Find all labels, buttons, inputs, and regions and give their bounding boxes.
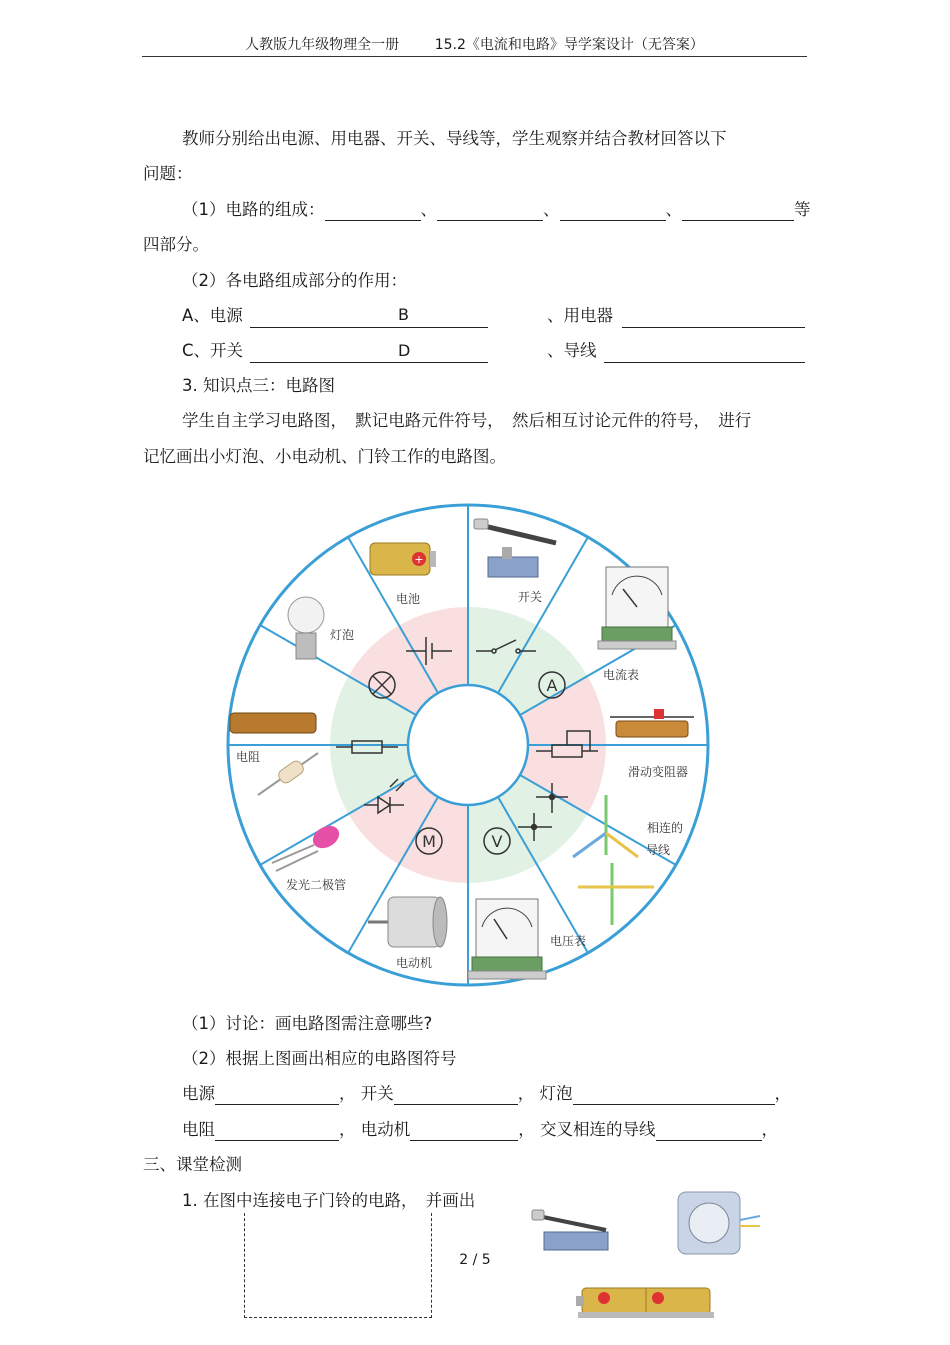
q2-b-letter: B <box>398 305 409 324</box>
test-q1: 1. 在图中连接电子门铃的电路， 并画出 <box>182 1191 476 1210</box>
switch-blank[interactable] <box>394 1086 518 1105</box>
q1-blank-4[interactable] <box>682 202 794 221</box>
comma: ， <box>339 1084 356 1103</box>
comma: ， <box>774 1084 791 1103</box>
label-power: 电源 <box>182 1084 215 1103</box>
cross-blank[interactable] <box>656 1122 762 1141</box>
motor-symbol-letter: M <box>422 832 436 851</box>
label-battery: 电池 <box>395 592 421 606</box>
label-wire-line2: 导线 <box>645 843 671 857</box>
section-test-title: 三、课堂检测 <box>143 1155 242 1174</box>
label-rheostat: 滑动变阻器 <box>627 765 689 779</box>
voltmeter-picture <box>468 899 546 979</box>
page-header <box>142 34 807 57</box>
test-switch-picture <box>532 1210 608 1250</box>
intro-line-2: 问题： <box>143 164 193 183</box>
power-blank[interactable] <box>215 1086 339 1105</box>
circuit-symbol-wheel <box>218 495 718 995</box>
q2-b-text: 、用电器 <box>547 306 613 325</box>
label-bulb-row: 灯泡 <box>539 1084 573 1103</box>
q2-c-label: C、开关 <box>182 341 244 360</box>
q1-blank-3[interactable] <box>560 202 666 221</box>
q1-blank-1[interactable] <box>325 202 421 221</box>
label-led: 发光二极管 <box>285 878 347 892</box>
label-cross-row: 交叉相连的导线 <box>540 1120 656 1139</box>
section3-title: 3. 知识点三：电路图 <box>182 376 335 395</box>
q2-b-blank[interactable] <box>622 309 805 328</box>
discuss-q1: （1）讨论：画电路图需注意哪些? <box>182 1014 433 1033</box>
comma: ， <box>761 1120 778 1139</box>
page-number: 2 / 5 <box>459 1252 491 1268</box>
q1-sep: 、 <box>665 200 682 219</box>
bulb-blank[interactable] <box>573 1086 775 1105</box>
label-resistor: 电阻 <box>235 750 261 764</box>
section3-line-1: 学生自主学习电路图， 默记电路元件符号， 然后相互讨论元件的符号， 进行 <box>182 411 752 430</box>
label-resistor-row: 电阻 <box>182 1120 215 1139</box>
q1-line <box>182 199 811 221</box>
label-motor: 电动机 <box>395 956 433 970</box>
label-switch: 开关 <box>517 590 543 604</box>
voltmeter-symbol-letter: V <box>491 832 503 851</box>
label-switch-row: 开关 <box>360 1084 394 1103</box>
q2-d-text: 、导线 <box>547 341 597 360</box>
ammeter-symbol-letter: A <box>546 676 558 695</box>
comma: ， <box>339 1120 356 1139</box>
q1-tail: 四部分。 <box>143 235 209 254</box>
label-bulb: 灯泡 <box>329 628 355 642</box>
symbol-row-1 <box>182 1083 791 1105</box>
label-wire-line1: 相连的 <box>646 821 684 835</box>
label-motor-row: 电动机 <box>360 1120 411 1139</box>
q1-blank-2[interactable] <box>437 202 543 221</box>
intro-line-1: 教师分别给出电源、用电器、开关、导线等，学生观察并结合教材回答以下 <box>182 129 727 148</box>
header-lesson: 15.2《电流和电路》导学案设计（无答案） <box>434 37 704 53</box>
q2-label: （2）各电路组成部分的作用： <box>182 271 407 290</box>
q2-d-letter: D <box>398 341 411 360</box>
ammeter-picture <box>598 567 676 649</box>
resistor-blank[interactable] <box>215 1122 339 1141</box>
q1-end: 等 <box>794 200 811 219</box>
q2-a-label: A、电源 <box>182 306 243 325</box>
battery-picture <box>370 543 436 575</box>
test-battery-picture <box>576 1288 714 1318</box>
q2-d-blank[interactable] <box>604 344 805 363</box>
q2-a-blank[interactable] <box>250 309 488 328</box>
header-book: 人教版九年级物理全一册 <box>245 37 400 53</box>
svg-text:+: + <box>414 553 424 566</box>
q1-label: （1）电路的组成： <box>182 200 325 219</box>
motor-blank[interactable] <box>410 1122 518 1141</box>
wheel-center <box>408 685 528 805</box>
section3-line-2: 记忆画出小灯泡、小电动机、门铃工作的电路图。 <box>143 447 506 466</box>
label-voltmeter: 电压表 <box>549 934 587 948</box>
doorbell-picture <box>678 1192 760 1254</box>
q1-sep: 、 <box>420 200 437 219</box>
comma: ， <box>518 1120 535 1139</box>
symbol-row-2 <box>182 1119 778 1141</box>
q1-sep: 、 <box>543 200 560 219</box>
q2-c-blank[interactable] <box>250 344 488 363</box>
discuss-q2: （2）根据上图画出相应的电路图符号 <box>182 1049 457 1068</box>
label-ammeter: 电流表 <box>602 668 640 682</box>
comma: ， <box>517 1084 535 1103</box>
